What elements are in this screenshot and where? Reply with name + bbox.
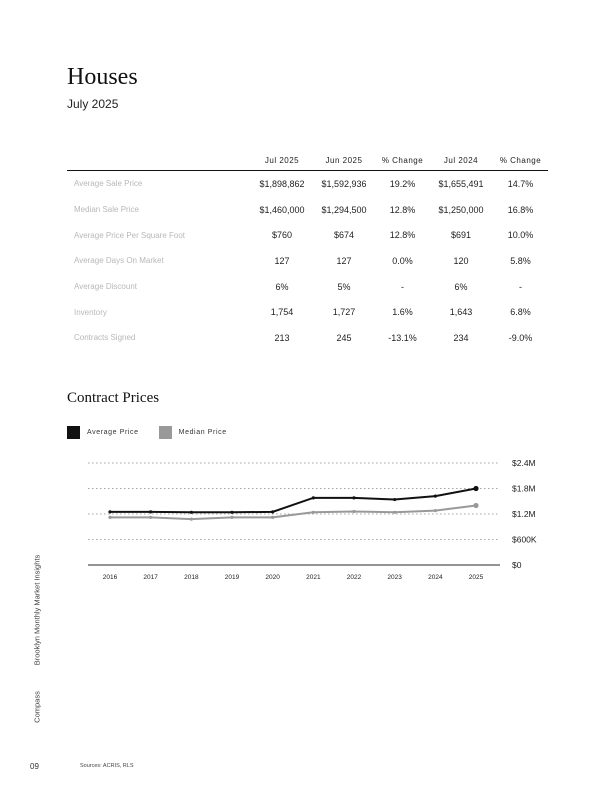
data-point (312, 496, 315, 499)
table-cell: 14.7% (507, 178, 534, 189)
brand-name: Compass (32, 691, 42, 723)
data-point (230, 511, 233, 514)
y-tick-label: $1.8M (512, 483, 536, 494)
table-cell: 19.2% (389, 178, 416, 189)
table-cell: $760 (271, 230, 293, 241)
table-row (67, 299, 548, 325)
data-point (271, 510, 274, 513)
table-cell: 0.0% (392, 255, 413, 266)
row-label: Average Discount (74, 282, 137, 292)
x-tick-label: 2020 (265, 574, 280, 581)
table-cell: $1,655,491 (438, 178, 484, 189)
table-cell: -9.0% (508, 332, 533, 343)
row-label: Average Days On Market (74, 256, 164, 266)
row-label: Contracts Signed (74, 333, 136, 343)
table-row (67, 222, 548, 248)
page-subtitle: July 2025 (67, 97, 119, 111)
table-cell: 5.8% (510, 255, 531, 266)
table-cell: - (519, 281, 522, 292)
chart-legend (67, 426, 247, 439)
legend-swatch-median (159, 426, 172, 439)
x-tick-label: 2022 (346, 574, 362, 581)
data-point (352, 496, 355, 499)
data-point (190, 518, 193, 521)
table-cell: - (401, 281, 404, 292)
table-cell: 6% (454, 281, 468, 292)
table-cell: 127 (336, 255, 352, 266)
x-tick-label: 2023 (387, 574, 402, 581)
x-tick-label: 2021 (306, 574, 321, 581)
table-cell: 12.8% (389, 204, 416, 215)
report-name: Brooklyn Monthly Market Insights (32, 554, 42, 666)
table-cell: 6.8% (510, 307, 531, 318)
y-tick-label: $0 (512, 560, 522, 570)
row-label: Inventory (74, 307, 107, 317)
x-tick-label: 2017 (143, 574, 158, 581)
table-cell: 1,754 (270, 307, 294, 318)
table-row (67, 197, 548, 223)
table-cell: $674 (333, 230, 355, 241)
table-cell: $691 (450, 230, 472, 241)
data-point (149, 516, 152, 519)
table-cell: $1,294,500 (321, 204, 367, 215)
table-cell: 245 (336, 332, 352, 343)
data-point (473, 503, 478, 508)
table-cell: 120 (453, 255, 469, 266)
table-cell: 1.6% (392, 307, 413, 318)
table-cell: $1,592,936 (321, 178, 367, 189)
table-cell: 12.8% (389, 230, 416, 241)
x-tick-label: 2016 (102, 574, 118, 581)
data-point (434, 509, 437, 512)
row-label: Median Sale Price (74, 205, 139, 215)
data-point (393, 498, 396, 501)
legend-item-median (159, 426, 227, 439)
data-point (108, 510, 111, 513)
x-tick-label: 2019 (224, 574, 240, 581)
table-header-cell (67, 150, 252, 171)
legend-swatch-average (67, 426, 80, 439)
page-number: 09 (30, 762, 39, 771)
table-cell: $1,250,000 (438, 204, 484, 215)
table-cell: $1,460,000 (259, 204, 305, 215)
legend-label-median: Median Price (178, 429, 227, 436)
data-point (393, 511, 396, 514)
table-header-cell: % Change (493, 150, 548, 171)
legend-label-average: Average Price (87, 429, 139, 436)
data-point (230, 516, 233, 519)
y-tick-label: $1.2M (512, 509, 536, 519)
x-tick-label: 2025 (468, 574, 484, 581)
table-cell: 16.8% (507, 204, 534, 215)
series-line (110, 489, 476, 513)
table-header-cell: Jun 2025 (312, 150, 376, 171)
table-header-cell: Jul 2024 (429, 150, 493, 171)
x-tick-label: 2018 (184, 574, 199, 581)
table-row (67, 325, 548, 351)
data-point (434, 495, 437, 498)
table-cell: 5% (337, 281, 351, 292)
table-cell: 1,643 (449, 307, 473, 318)
table-cell: 6% (275, 281, 289, 292)
table-cell: 127 (274, 255, 290, 266)
data-point (190, 511, 193, 514)
table-header-row (67, 150, 548, 171)
table-header-cell: % Change (376, 150, 429, 171)
table-cell: 10.0% (507, 230, 534, 241)
data-point (271, 516, 274, 519)
row-label: Average Price Per Square Foot (74, 230, 186, 240)
table-header-cell: Jul 2025 (252, 150, 312, 171)
table-cell: 213 (274, 332, 290, 343)
table-row (67, 248, 548, 274)
data-point (108, 516, 111, 519)
y-tick-label: $2.4M (512, 458, 536, 468)
legend-item-average (67, 426, 139, 439)
metrics-table (67, 150, 548, 351)
table-cell: -13.1% (388, 332, 417, 343)
row-label: Average Sale Price (74, 179, 143, 189)
table-cell: $1,898,862 (259, 178, 305, 189)
data-point (473, 486, 478, 491)
data-point (149, 510, 152, 513)
chart-section-title: Contract Prices (67, 390, 160, 406)
y-tick-label: $600K (512, 534, 537, 545)
page-title: Houses (67, 64, 138, 90)
table-cell: 234 (453, 332, 469, 343)
x-tick-label: 2024 (428, 574, 443, 581)
table-cell: 1,727 (332, 307, 356, 318)
data-point (352, 510, 355, 513)
sources-note: Sources: ACRIS, RLS (80, 763, 134, 769)
table-row (67, 274, 548, 300)
table-row (67, 171, 548, 197)
data-point (312, 511, 315, 514)
contract-prices-chart (0, 448, 616, 588)
